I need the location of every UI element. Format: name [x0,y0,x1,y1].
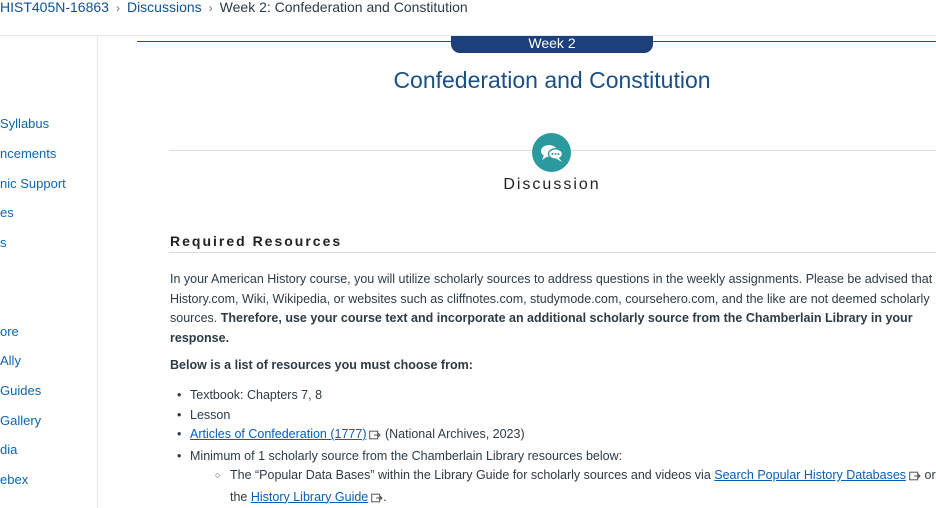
list-item-minimum [170,447,936,508]
resources-paragraph-text: In your American History course, you will utilize scholarly sources to address questions in the weekly assignments. Please be advised that History.com, Wiki, Wikipedia, or websites such as cliffnotes.com, studymode.com, coursehero.com, and the like are not deemed scholarly sources. [170,272,933,325]
nav-item-media[interactable]: dia [0,442,18,457]
nav-item-webex[interactable]: ebex [0,472,29,487]
library-end: . [383,489,387,504]
required-resources-heading: Required Resources [170,233,343,249]
list-item-articles [170,425,936,447]
resources-paragraph-emphasis: Therefore, use your course text and incorporate an additional scholarly source from the Chamberlain Library in your response. [170,311,913,345]
nav-item-resources[interactable]: es [0,205,14,220]
articles-citation: (National Archives, 2023) [381,427,525,441]
week-banner: Week 2 [451,36,653,53]
breadcrumb-course-link[interactable]: HIST405N-16863 [0,0,109,15]
nav-item-academic-support[interactable]: nic Support [0,176,66,191]
search-popular-history-databases-link[interactable]: Search Popular History Databases [714,468,907,482]
resource-list-intro: Below is a list of resources you must choose from: [170,358,473,372]
resources-paragraph [170,270,936,348]
history-library-guide-link[interactable]: History Library Guide [250,489,369,504]
breadcrumb [0,0,468,16]
list-item-library [190,466,936,508]
breadcrumb-current: Week 2: Confederation and Constitution [219,0,468,15]
library-or-text: or the [230,468,936,504]
library-text: The “Popular Data Bases” within the Library Guide for scholarly sources and videos via [230,468,715,482]
external-link-icon [371,490,383,508]
external-link-icon [909,468,921,488]
nav-item-guides[interactable]: Guides [0,383,42,398]
course-nav [0,36,98,508]
chevron-right-icon: › [208,1,213,15]
articles-of-confederation-link[interactable]: Articles of Confederation (1777) [190,427,367,441]
nav-item-gallery[interactable]: Gallery [0,413,42,428]
minimum-source-text: Minimum of 1 scholarly source from the Chamberlain Library resources below: [190,448,623,463]
discussion-content [99,36,936,508]
section-divider [169,252,936,253]
nav-item-syllabus[interactable]: Syllabus [0,116,50,131]
list-item-textbook: • Textbook: Chapters 7, 8 [170,386,936,406]
page-title: Confederation and Constitution [393,67,711,93]
nav-item-grades[interactable]: s [0,235,7,250]
chat-bubbles-icon [532,133,571,172]
discussion-label: Discussion [503,176,601,193]
nav-item-explore[interactable]: ore [0,324,19,339]
nav-item-ally[interactable]: Ally [0,353,21,368]
resource-list [170,386,936,508]
list-item-lesson: • Lesson [170,406,936,426]
breadcrumb-discussions-link[interactable]: Discussions [126,0,202,15]
external-link-icon [369,427,381,447]
library-sub-list [190,466,936,508]
nav-item-announcements[interactable]: ncements [0,146,57,161]
chevron-right-icon: › [115,1,120,15]
